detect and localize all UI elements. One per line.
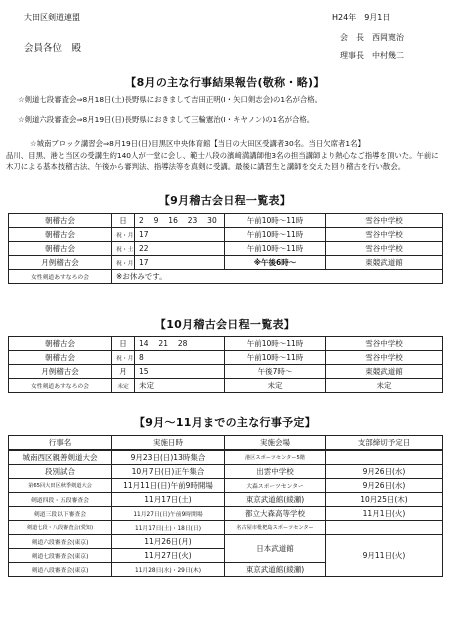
result-line-7dan: ☆剣道七段審査会⇒8月18日(土)長野県におきまして吉田正明(I・矢口剣志会)の1名が合格。	[18, 95, 323, 104]
table-row: 女性剣道あすなろの会 ※お休みです。	[9, 270, 443, 284]
table-row: 剣道三段以下審査会 11月27日(日)午前9時開場 都立大森高等学校 11月1日(火)	[9, 507, 443, 521]
upcoming-events-table	[8, 435, 443, 577]
table-row: 女性剣道あすなろの会 未定 未定 未定 未定	[9, 379, 443, 393]
seminar-paragraph: 品川、目黒、港と当区の受講生約140人が一堂に会し、範士八段の濱﨑満講師他3名の担当講師より熱心なご指導を頂いた。午前に木刀による基本技稽古法、午後から審判法、指導法等を真剣に受講。最後に講習生と講師を交えた回り稽古を行い散会。	[6, 151, 439, 171]
issue-date: H24年 9月1日	[332, 13, 391, 22]
section-title-upcoming-events: 【9月～11月までの主な行事予定】	[133, 416, 317, 429]
result-line-6dan: ☆剣道六段審査会⇒8月19日(日)長野県におきまして三輪憲治(I・キヤノン)の1名が合格。	[18, 115, 315, 124]
table-row: 第65回大田区秋季剣道大会 11月11日(日)午前9時開場 大森スポーツセンター 9月26日(水)	[9, 479, 443, 493]
table-row: 段別試合 10月7日(日)正午集合 出雲中学校 9月26日(水)	[9, 465, 443, 479]
signatory-chairman: 理事長 中村幾二	[340, 51, 404, 60]
table-row: 朝稽古会 祝・月 17 午前10時～11時 雪谷中学校	[9, 228, 443, 242]
result-line-seminar: ☆城南ブロック講習会⇒8月19日(日)目黒区中央体育館【当日の大田区受講者30名。当日欠席者1名】	[30, 139, 365, 148]
table-row: 朝稽古会 祝・土 22 午前10時～11時 雪谷中学校	[9, 242, 443, 256]
table-row: 剣道七段・八段審査会(愛知) 11月17日(土)・18日(日) 名古屋市枇杷島スポーツセンター	[9, 521, 443, 535]
table-row: 城南西区親善剣道大会 9月23日(日)13時集合 港区スポーツセンター5階	[9, 450, 443, 465]
section-title-september: 【9月稽古会日程一覧表】	[158, 194, 292, 207]
table-row: 月例稽古会 祝・月 17 ※午後6時～ 東競武道館	[9, 256, 443, 270]
table-row: 朝稽古会 日 2 9 16 23 30 午前10時～11時 雪谷中学校	[9, 214, 443, 228]
addressee: 会員各位 殿	[24, 43, 82, 54]
table-row: 朝稽古会 祝・月 8 午前10時～11時 雪谷中学校	[9, 351, 443, 365]
org-name: 大田区剣道連盟	[24, 13, 80, 22]
october-schedule-table	[8, 336, 443, 393]
table-row: 朝稽古会 日 14 21 28 午前10時～11時 雪谷中学校	[9, 337, 443, 351]
section-title-october: 【10月稽古会日程一覧表】	[154, 318, 296, 331]
table-row: 剣道六段審査会(東京) 11月26日(月) 日本武道館 9月11日(火)	[9, 535, 443, 549]
table-row: 剣道七段審査会(東京) 11月27日(火)	[9, 549, 443, 563]
september-schedule-table	[8, 213, 443, 284]
table-row: 剣道八段審査会(東京) 11月28日(水)・29日(木) 東京武道館(綾瀬)	[9, 563, 443, 577]
signatory-president: 会 長 西岡寛治	[340, 33, 404, 42]
table-row: 月例稽古会 月 15 午後7時～ 東競武道館	[9, 365, 443, 379]
table-row: 剣道四段・五段審査会 11月17日(土) 東京武道館(綾瀬) 10月25日(木)	[9, 493, 443, 507]
table-header-row: 行事名 実施日時 実施会場 支部締切予定日	[9, 436, 443, 451]
section-title-august: 【8月の主な行事結果報告(敬称・略)】	[125, 76, 325, 89]
